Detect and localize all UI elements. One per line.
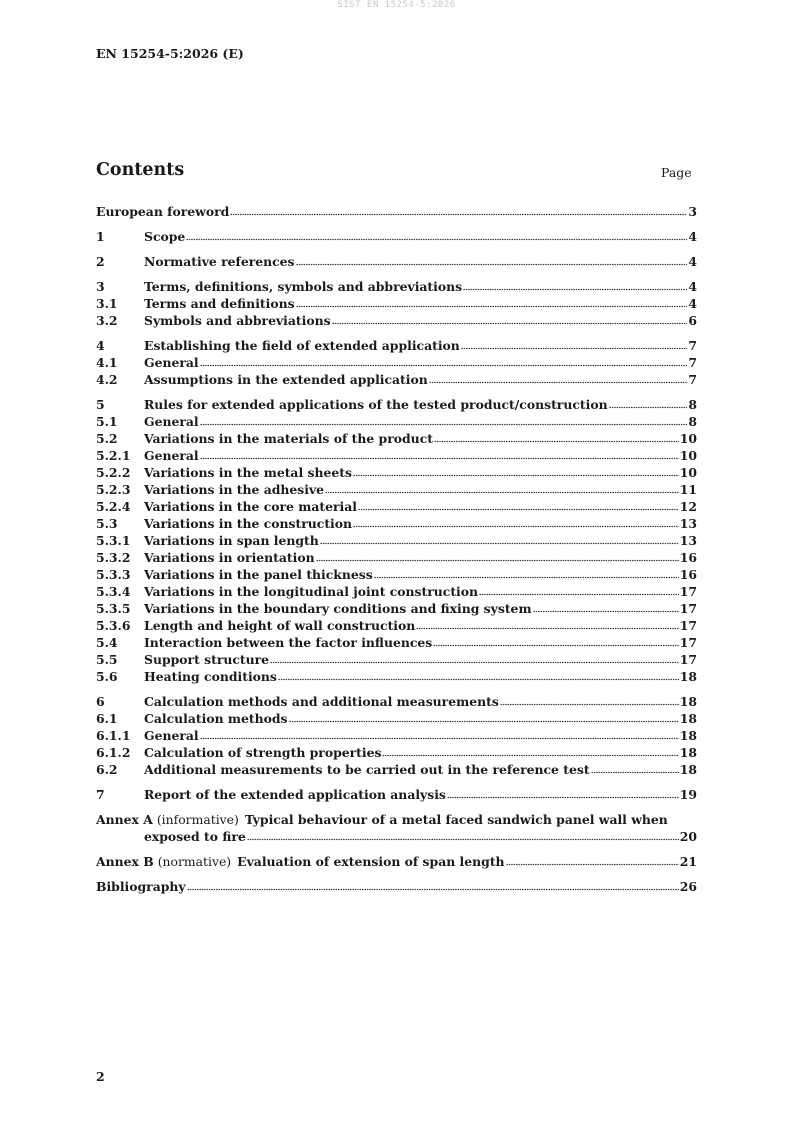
toc-leader-dots <box>296 305 688 308</box>
toc-entry-page: 10 <box>679 465 697 480</box>
toc-entry-number: 4.2 <box>96 372 118 387</box>
toc-entry-title: Normative references <box>144 254 295 269</box>
toc-entry-page: 10 <box>679 431 697 446</box>
toc-entry-number: 5.3.6 <box>96 618 131 633</box>
toc-entry-number: 6.1 <box>96 711 118 726</box>
toc-leader-dots <box>447 796 679 799</box>
toc-entry-title: Interaction between the factor influences <box>144 635 433 650</box>
toc-entry-number: 5.3.1 <box>96 533 131 548</box>
toc-entry-title: European foreword <box>96 204 230 219</box>
toc-entry-page: 6 <box>688 313 697 328</box>
annex-a-kind: (informative) <box>156 812 239 827</box>
toc-entry[interactable] <box>96 651 697 668</box>
toc-leader-dots <box>433 644 679 647</box>
toc-entry-title: General <box>144 448 199 463</box>
toc-entry-number: 5.1 <box>96 414 118 429</box>
annex-a-title-line2: exposed to fire <box>144 829 246 844</box>
toc-entry-page: 18 <box>679 762 697 777</box>
toc-entry-title: Length and height of wall construction <box>144 618 416 633</box>
toc-entry-title: General <box>144 728 199 743</box>
toc-entry-page: 7 <box>688 355 697 370</box>
toc-entry-number: 5.2.1 <box>96 448 131 463</box>
toc-entry-title: General <box>144 414 199 429</box>
toc-leader-dots <box>358 508 679 511</box>
toc-entry-number: 3 <box>96 279 105 294</box>
toc-entry-page: 4 <box>688 229 697 244</box>
toc-entry-number: 6 <box>96 694 105 709</box>
toc-entry[interactable] <box>96 312 697 329</box>
toc-entry-title: Terms and definitions <box>144 296 295 311</box>
toc-entry-page: 8 <box>688 414 697 429</box>
toc-entry-number: 5.3 <box>96 516 118 531</box>
toc-entry-page: 18 <box>679 728 697 743</box>
toc-entry-page: 7 <box>688 372 697 387</box>
toc-leader-dots <box>434 440 679 443</box>
toc-group <box>96 693 697 778</box>
toc-leader-dots <box>200 737 679 740</box>
toc-leader-dots <box>320 542 679 545</box>
toc-leader-dots <box>200 457 679 460</box>
toc-entry-number: 3.2 <box>96 313 118 328</box>
toc-entry[interactable] <box>96 337 697 354</box>
toc-entry-number: 6.2 <box>96 762 118 777</box>
toc-entry-number: 5.3.2 <box>96 550 131 565</box>
toc-entry-number: 7 <box>96 787 105 802</box>
annex-b-page: 21 <box>679 854 697 869</box>
toc-leader-dots <box>416 627 678 630</box>
toc-leader-dots <box>289 720 679 723</box>
toc-entry-title: Terms, definitions, symbols and abbreviations <box>144 279 463 294</box>
toc-sections <box>96 203 697 803</box>
toc-group <box>96 203 697 220</box>
toc-entry[interactable] <box>96 583 697 600</box>
toc-leader-dots <box>278 678 679 681</box>
toc-entry[interactable] <box>96 447 697 464</box>
toc-entry[interactable] <box>96 549 697 566</box>
toc-bibliography[interactable] <box>96 878 697 895</box>
toc-group <box>96 253 697 270</box>
page-column-label: Page <box>661 165 692 180</box>
toc-group <box>96 278 697 329</box>
toc-leader-dots <box>479 593 679 596</box>
toc-leader-dots <box>429 381 688 384</box>
toc-leader-dots <box>533 610 679 613</box>
toc-leader-dots <box>591 771 679 774</box>
toc-leader-dots <box>325 491 679 494</box>
toc-entry[interactable] <box>96 761 697 778</box>
toc-entry[interactable] <box>96 396 697 413</box>
toc-leader-dots <box>500 703 679 706</box>
toc-entry[interactable] <box>96 354 697 371</box>
toc-leader-dots <box>332 322 688 325</box>
toc-leader-dots <box>609 406 688 409</box>
toc-entry-number: 5.4 <box>96 635 118 650</box>
toc-group <box>96 396 697 685</box>
toc-leader-dots <box>382 754 678 757</box>
toc-entry-number: 5.3.3 <box>96 567 131 582</box>
toc-entry[interactable] <box>96 532 697 549</box>
toc-entry-page: 4 <box>688 296 697 311</box>
toc-entry-number: 2 <box>96 254 105 269</box>
toc-leader-dots <box>230 213 687 216</box>
toc-leader-dots <box>316 559 679 562</box>
toc-entry-page: 17 <box>679 652 697 667</box>
toc-leader-dots <box>353 525 679 528</box>
page-number: 2 <box>96 1069 105 1084</box>
contents-title: Contents <box>96 160 185 180</box>
toc-entry-page: 7 <box>688 338 697 353</box>
toc-entry-title: Rules for extended applications of the tested product/construction <box>144 397 608 412</box>
toc-entry-number: 5.5 <box>96 652 118 667</box>
toc-entry-title: Variations in the boundary conditions and fixing system <box>144 601 532 616</box>
toc-leader-dots <box>270 661 679 664</box>
toc-entry-title: Variations in the longitudinal joint construction <box>144 584 479 599</box>
toc-entry[interactable] <box>96 253 697 270</box>
toc-entry-page: 4 <box>688 254 697 269</box>
toc-entry-page: 18 <box>679 694 697 709</box>
toc-entry-page: 11 <box>679 482 697 497</box>
toc-entry[interactable] <box>96 515 697 532</box>
toc-entry-page: 13 <box>679 516 697 531</box>
toc-entry[interactable] <box>96 371 697 388</box>
toc-entry-title: Heating conditions <box>144 669 277 684</box>
toc-group <box>96 337 697 388</box>
toc-entry-number: 5.2.3 <box>96 482 131 497</box>
toc-entry-title: Variations in the construction <box>144 516 353 531</box>
annex-a-title-line1: Typical behaviour of a metal faced sandwich panel wall when <box>244 812 668 827</box>
bibliography-title: Bibliography <box>96 879 186 894</box>
toc-leader-dots <box>463 288 687 291</box>
toc-entry-title: Calculation methods <box>144 711 288 726</box>
toc-entry[interactable] <box>96 744 697 761</box>
toc-leader-dots <box>296 263 688 266</box>
annex-a-label: Annex A <box>96 812 153 827</box>
toc-leader-dots <box>506 863 679 866</box>
toc-entry-title: Establishing the field of extended application <box>144 338 460 353</box>
annex-b-title: Evaluation of extension of span length <box>237 854 505 869</box>
toc-entry-title: Scope <box>144 229 186 244</box>
toc-leader-dots <box>247 838 679 841</box>
toc-entry[interactable] <box>96 617 697 634</box>
toc-leader-dots <box>461 347 688 350</box>
toc-entry-number: 5.2.4 <box>96 499 131 514</box>
document-header: EN 15254-5:2026 (E) <box>96 46 244 61</box>
toc-entry-page: 10 <box>679 448 697 463</box>
toc-entry-page: 18 <box>679 745 697 760</box>
toc-entry-number: 6.1.2 <box>96 745 131 760</box>
toc-entry-page: 13 <box>679 533 697 548</box>
toc-entry-number: 1 <box>96 229 105 244</box>
toc-entry[interactable] <box>96 430 697 447</box>
annex-a-page: 20 <box>679 829 697 844</box>
toc-entry-number: 4 <box>96 338 105 353</box>
table-of-contents <box>96 203 697 903</box>
toc-entry-page: 17 <box>679 584 697 599</box>
toc-group <box>96 228 697 245</box>
toc-entry-title: Calculation of strength properties <box>144 745 382 760</box>
toc-entry-number: 5.2 <box>96 431 118 446</box>
toc-entry[interactable] <box>96 413 697 430</box>
toc-entry-title: General <box>144 355 199 370</box>
toc-entry[interactable] <box>96 203 697 220</box>
toc-entry[interactable] <box>96 786 697 803</box>
toc-entry[interactable] <box>96 228 697 245</box>
toc-entry-title: Symbols and abbreviations <box>144 313 331 328</box>
toc-entry[interactable] <box>96 727 697 744</box>
toc-entry-title: Assumptions in the extended application <box>144 372 428 387</box>
toc-entry-page: 4 <box>688 279 697 294</box>
toc-entry[interactable] <box>96 600 697 617</box>
toc-entry-number: 6.1.1 <box>96 728 131 743</box>
toc-entry[interactable] <box>96 693 697 710</box>
toc-entry-number: 5.2.2 <box>96 465 131 480</box>
toc-entry-title: Support structure <box>144 652 270 667</box>
toc-entry-number: 5.3.5 <box>96 601 131 616</box>
toc-annex-b[interactable] <box>96 853 697 870</box>
toc-entry-page: 18 <box>679 711 697 726</box>
toc-entry-title: Variations in orientation <box>144 550 315 565</box>
toc-entry-page: 19 <box>679 787 697 802</box>
toc-entry[interactable] <box>96 668 697 685</box>
toc-entry[interactable] <box>96 481 697 498</box>
toc-entry-title: Variations in span length <box>144 533 319 548</box>
annex-b-label: Annex B <box>96 854 154 869</box>
toc-entry-title: Variations in the adhesive <box>144 482 325 497</box>
toc-entry-page: 16 <box>679 550 697 565</box>
toc-annex-a[interactable] <box>96 811 697 845</box>
toc-leader-dots <box>200 423 688 426</box>
toc-entry-page: 17 <box>679 601 697 616</box>
toc-entry-page: 16 <box>679 567 697 582</box>
toc-entry-title: Report of the extended application analysis <box>144 787 446 802</box>
toc-entry-number: 5 <box>96 397 105 412</box>
toc-entry-number: 3.1 <box>96 296 118 311</box>
toc-leader-dots <box>187 888 679 891</box>
toc-group <box>96 786 697 803</box>
toc-entry[interactable] <box>96 278 697 295</box>
toc-entry-number: 5.6 <box>96 669 118 684</box>
toc-entry[interactable] <box>96 634 697 651</box>
toc-entry-title: Calculation methods and additional measurements <box>144 694 499 709</box>
toc-entry-page: 18 <box>679 669 697 684</box>
toc-entry-page: 8 <box>688 397 697 412</box>
toc-entry[interactable] <box>96 464 697 481</box>
toc-entry-page: 17 <box>679 635 697 650</box>
toc-leader-dots <box>200 364 688 367</box>
toc-entry[interactable] <box>96 566 697 583</box>
toc-entry[interactable] <box>96 295 697 312</box>
toc-entry-number: 4.1 <box>96 355 118 370</box>
annex-b-kind: (normative) <box>157 854 232 869</box>
toc-entry[interactable] <box>96 498 697 515</box>
toc-leader-dots <box>374 576 679 579</box>
toc-entry-title: Variations in the metal sheets <box>144 465 352 480</box>
toc-entry-title: Additional measurements to be carried out in the reference test <box>144 762 590 777</box>
toc-entry-title: Variations in the materials of the product <box>144 431 433 446</box>
toc-entry-title: Variations in the panel thickness <box>144 567 373 582</box>
toc-entry-number: 5.3.4 <box>96 584 131 599</box>
toc-leader-dots <box>353 474 679 477</box>
toc-entry-title: Variations in the core material <box>144 499 357 514</box>
toc-entry-page: 17 <box>679 618 697 633</box>
toc-entry[interactable] <box>96 710 697 727</box>
watermark: SIST EN 15254-5:2026 <box>337 0 456 10</box>
toc-leader-dots <box>186 238 687 241</box>
toc-entry-page: 12 <box>679 499 697 514</box>
toc-entry-page: 3 <box>688 204 697 219</box>
bibliography-page: 26 <box>679 879 697 894</box>
